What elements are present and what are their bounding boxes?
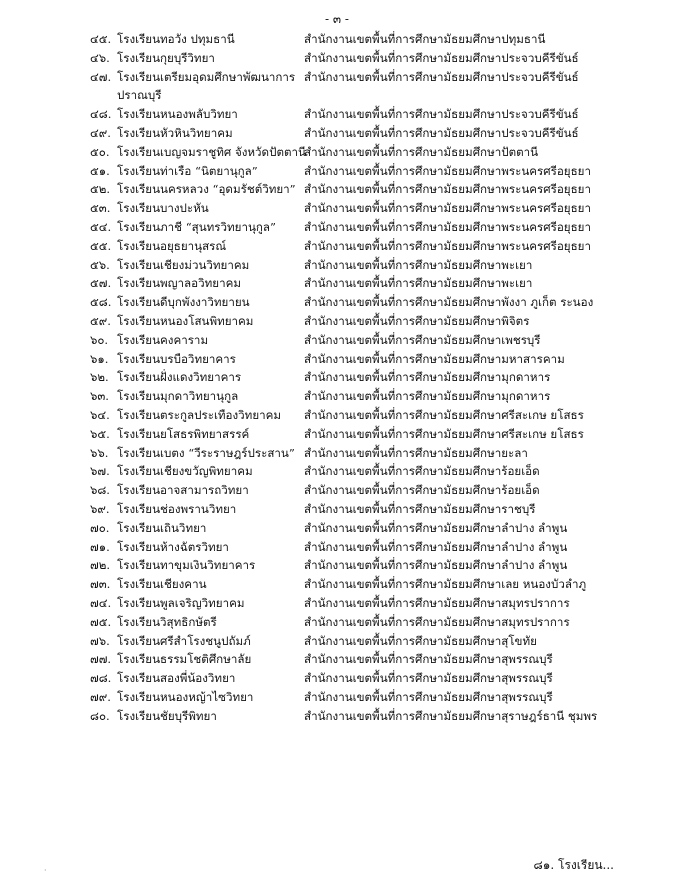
item-number: ๖๑. [90, 351, 109, 366]
list-item [90, 368, 650, 387]
education-office: สำนักงานเขตพื้นที่การศึกษามัธยมศึกษาประจวบคีรีขันธ์ [304, 125, 579, 140]
item-number: ๗๗. [90, 652, 112, 667]
school-name: โรงเรียนช่องพรานวิทยา [117, 501, 237, 516]
list-item [90, 425, 650, 444]
list-item [90, 180, 650, 199]
education-office: สำนักงานเขตพื้นที่การศึกษามัธยมศึกษาพระนครศรีอยุธยา [304, 163, 591, 178]
school-name: โรงเรียนทอวัง ปทุมธานี [117, 32, 235, 46]
item-number: ๖๖. [90, 445, 109, 460]
list-item [90, 669, 650, 688]
item-number: ๕๗. [90, 276, 112, 291]
education-office: สำนักงานเขตพื้นที่การศึกษามัธยมศึกษาสุพรรณบุรี [304, 689, 553, 704]
item-number: ๗๓. [90, 577, 111, 592]
school-name: โรงเรียนหนองโสนพิทยาคม [117, 313, 254, 328]
school-name: โรงเรียนชัยบุรีพิทยา [117, 708, 217, 723]
education-office: สำนักงานเขตพื้นที่การศึกษามัธยมศึกษาปัตตานี [304, 144, 539, 159]
school-name: โรงเรียนเชียงคาน [117, 577, 207, 592]
school-name: โรงเรียนหัวหินวิทยาคม [117, 125, 233, 140]
item-number: ๔๘. [90, 107, 112, 122]
list-item [90, 237, 650, 256]
list-item [90, 312, 650, 331]
school-name: โรงเรียนศรีสำโรงชนูปถัมภ์ [117, 633, 251, 648]
list-item [90, 519, 650, 538]
education-office: สำนักงานเขตพื้นที่การศึกษามัธยมศึกษาพะเยา [304, 276, 533, 291]
education-office: สำนักงานเขตพื้นที่การศึกษามัธยมศึกษาพระนครศรีอยุธยา [304, 182, 591, 197]
education-office: สำนักงานเขตพื้นที่การศึกษามัธยมศึกษาศรีสะเกษ ยโสธร [304, 426, 584, 441]
list-item [90, 387, 650, 406]
list-item [90, 538, 650, 557]
list-item [90, 594, 650, 613]
item-number: ๖๒. [90, 370, 109, 385]
item-number: ๗๔. [90, 595, 112, 610]
school-name: โรงเรียนเชียงม่วนวิทยาคม [117, 257, 250, 272]
list-item [90, 68, 650, 87]
list-item [90, 30, 650, 49]
item-number: ๕๖. [90, 257, 110, 272]
item-number: ๖๙. [90, 501, 110, 516]
school-name: โรงเรียนทาขุมเงินวิทยาคาร [117, 558, 256, 573]
item-number: ๖๓. [90, 389, 109, 404]
education-office: สำนักงานเขตพื้นที่การศึกษามัธยมศึกษาประจวบคีรีขันธ์ [304, 69, 579, 84]
education-office: สำนักงานเขตพื้นที่การศึกษามัธยมศึกษามุกดาหาร [304, 389, 551, 404]
education-office: สำนักงานเขตพื้นที่การศึกษามัธยมศึกษาปทุมธานี [304, 32, 546, 46]
list-item [90, 199, 650, 218]
item-number: ๕๘. [90, 295, 112, 310]
list-item [90, 105, 650, 124]
item-number: ๗๖. [90, 633, 110, 648]
item-number: ๖๕. [90, 426, 110, 441]
school-name: โรงเรียนสองพี่น้องวิทยา [117, 671, 236, 686]
list-item [90, 688, 650, 707]
list-item [90, 331, 650, 350]
item-number: ๕๓. [90, 201, 111, 216]
list-item [90, 293, 650, 312]
item-number: ๕๐. [90, 144, 110, 159]
list-item [90, 86, 650, 105]
list-item [90, 350, 650, 369]
item-number: ๗๙. [90, 689, 111, 704]
education-office: สำนักงานเขตพื้นที่การศึกษามัธยมศึกษาศรีสะเกษ ยโสธร [304, 407, 584, 422]
item-number: ๗๕. [90, 614, 112, 629]
item-number: ๗๑. [90, 539, 110, 554]
school-name: โรงเรียนเถินวิทยา [117, 520, 207, 535]
item-number: ๗๐. [90, 520, 110, 535]
school-name: โรงเรียนเบญจมราชูทิศ จังหวัดปัตตานี [117, 144, 306, 159]
education-office: สำนักงานเขตพื้นที่การศึกษามัธยมศึกษาร้อยเอ็ด [304, 464, 540, 479]
school-name: โรงเรียนอาจสามารถวิทยา [117, 483, 249, 498]
school-name: โรงเรียนคงคาราม [117, 332, 209, 347]
education-office: สำนักงานเขตพื้นที่การศึกษามัธยมศึกษาพระนครศรีอยุธยา [304, 201, 591, 216]
item-number: ๕๑. [90, 163, 110, 178]
school-name: โรงเรียนท่าเรือ “นิตยานุกูล” [117, 163, 258, 178]
list-item [90, 274, 650, 293]
list-item [90, 500, 650, 519]
education-office: สำนักงานเขตพื้นที่การศึกษามัธยมศึกษาประจวบคีรีขันธ์ [304, 50, 579, 65]
school-name: โรงเรียนฝั่งแดงวิทยาคาร [117, 370, 242, 385]
list-item [90, 444, 650, 463]
item-number: ๕๒. [90, 182, 111, 197]
school-name: โรงเรียนหนองพลับวิทยา [117, 107, 238, 122]
item-number: ๔๙. [90, 125, 111, 140]
school-name: โรงเรียนหนองหญ้าไซวิทยา [117, 689, 254, 704]
education-office: สำนักงานเขตพื้นที่การศึกษามัธยมศึกษาเพชรบุรี [304, 332, 541, 347]
item-number: ๗๒. [90, 558, 111, 573]
page-number: - ๓ - [325, 12, 349, 26]
list-item [90, 707, 650, 726]
school-name: โรงเรียนบางปะหัน [117, 201, 209, 216]
list-item [90, 481, 650, 500]
item-number: ๕๔. [90, 219, 112, 234]
education-office: สำนักงานเขตพื้นที่การศึกษามัธยมศึกษาพระนครศรีอยุธยา [304, 238, 591, 253]
school-name: โรงเรียนนครหลวง “อุดมรัชต์วิทยา” [117, 182, 296, 197]
education-office: สำนักงานเขตพื้นที่การศึกษามัธยมศึกษามหาสารคาม [304, 351, 565, 366]
list-item [90, 556, 650, 575]
education-office: สำนักงานเขตพื้นที่การศึกษามัธยมศึกษาพะเยา [304, 257, 533, 272]
list-item [90, 406, 650, 425]
list-item [90, 575, 650, 594]
school-name: โรงเรียนมุกดาวิทยานุกูล [117, 389, 239, 404]
item-number: ๔๕. [90, 32, 112, 46]
school-list [90, 30, 650, 725]
school-name: โรงเรียนภาชี “สุนทรวิทยานุกูล” [117, 219, 276, 234]
list-item [90, 462, 650, 481]
school-name: โรงเรียนกุยบุรีวิทยา [117, 50, 215, 65]
school-name: ปราณบุรี [117, 88, 162, 103]
list-item [90, 218, 650, 237]
education-office: สำนักงานเขตพื้นที่การศึกษามัธยมศึกษาสุโขทัย [304, 633, 537, 648]
education-office: สำนักงานเขตพื้นที่การศึกษามัธยมศึกษาลำปาง ลำพูน [304, 558, 568, 573]
list-item [90, 162, 650, 181]
education-office: สำนักงานเขตพื้นที่การศึกษามัธยมศึกษาลำปาง ลำพูน [304, 520, 568, 535]
continuation-text: ๘๑. โรงเรียน... [533, 858, 614, 872]
school-name: โรงเรียนวิสุทธิกษัตรี [117, 614, 217, 629]
school-name: โรงเรียนพูลเจริญวิทยาคม [117, 595, 245, 610]
item-number: ๖๗. [90, 464, 110, 479]
item-number: ๖๘. [90, 483, 110, 498]
education-office: สำนักงานเขตพื้นที่การศึกษามัธยมศึกษาร้อยเอ็ด [304, 483, 540, 498]
corner-dot: · [44, 866, 47, 875]
item-number: ๔๖. [90, 50, 110, 65]
list-item [90, 143, 650, 162]
school-name: โรงเรียนยโสธรพิทยาสรรค์ [117, 426, 250, 441]
list-item [90, 256, 650, 275]
school-name: โรงเรียนห้างฉัตรวิทยา [117, 539, 229, 554]
education-office: สำนักงานเขตพื้นที่การศึกษามัธยมศึกษาพระนครศรีอยุธยา [304, 219, 591, 234]
list-item [90, 124, 650, 143]
education-office: สำนักงานเขตพื้นที่การศึกษามัธยมศึกษาสุพรรณบุรี [304, 671, 553, 686]
item-number: ๕๙. [90, 313, 111, 328]
item-number: ๖๔. [90, 407, 110, 422]
education-office: สำนักงานเขตพื้นที่การศึกษามัธยมศึกษาพังงา ภูเก็ต ระนอง [304, 295, 594, 310]
education-office: สำนักงานเขตพื้นที่การศึกษามัธยมศึกษาพิจิตร [304, 313, 530, 328]
education-office: สำนักงานเขตพื้นที่การศึกษามัธยมศึกษาลำปาง ลำพูน [304, 539, 568, 554]
school-name: โรงเรียนเบตง “วีระราษฎร์ประสาน” [117, 445, 295, 460]
education-office: สำนักงานเขตพื้นที่การศึกษามัธยมศึกษาสุพรรณบุรี [304, 652, 553, 667]
school-name: โรงเรียนตระกูลประเทืองวิทยาคม [117, 407, 282, 422]
list-item [90, 650, 650, 669]
education-office: สำนักงานเขตพื้นที่การศึกษามัธยมศึกษามุกดาหาร [304, 370, 551, 385]
list-item [90, 632, 650, 651]
education-office: สำนักงานเขตพื้นที่การศึกษามัธยมศึกษาเลย หนองบัวลำภู [304, 577, 587, 592]
school-name: โรงเรียนอยุธยานุสรณ์ [117, 238, 227, 253]
item-number: ๕๕. [90, 238, 112, 253]
school-name: โรงเรียนพญาลอวิทยาคม [117, 276, 241, 291]
item-number: ๖๐. [90, 332, 109, 347]
school-name: โรงเรียนเตรียมอุดมศึกษาพัฒนาการ [117, 69, 296, 84]
item-number: ๗๘. [90, 671, 112, 686]
education-office: สำนักงานเขตพื้นที่การศึกษามัธยมศึกษายะลา [304, 445, 528, 460]
education-office: สำนักงานเขตพื้นที่การศึกษามัธยมศึกษาราชบุรี [304, 501, 536, 516]
school-name: โรงเรียนเชียงขวัญพิทยาคม [117, 464, 253, 479]
education-office: สำนักงานเขตพื้นที่การศึกษามัธยมศึกษาสมุทรปราการ [304, 614, 570, 629]
school-name: โรงเรียนบรบือวิทยาคาร [117, 351, 236, 366]
list-item [90, 613, 650, 632]
school-name: โรงเรียนธรรมโชติศึกษาลัย [117, 652, 252, 667]
item-number: ๘๐. [90, 708, 110, 723]
education-office: สำนักงานเขตพื้นที่การศึกษามัธยมศึกษาสุราษฎร์ธานี ชุมพร [304, 708, 598, 723]
education-office: สำนักงานเขตพื้นที่การศึกษามัธยมศึกษาประจวบคีรีขันธ์ [304, 107, 579, 122]
list-item [90, 49, 650, 68]
education-office [304, 86, 650, 105]
education-office: สำนักงานเขตพื้นที่การศึกษามัธยมศึกษาสมุทรปราการ [304, 595, 570, 610]
school-name: โรงเรียนดีบุกพังงาวิทยายน [117, 295, 250, 310]
item-number: ๔๗. [90, 69, 112, 84]
